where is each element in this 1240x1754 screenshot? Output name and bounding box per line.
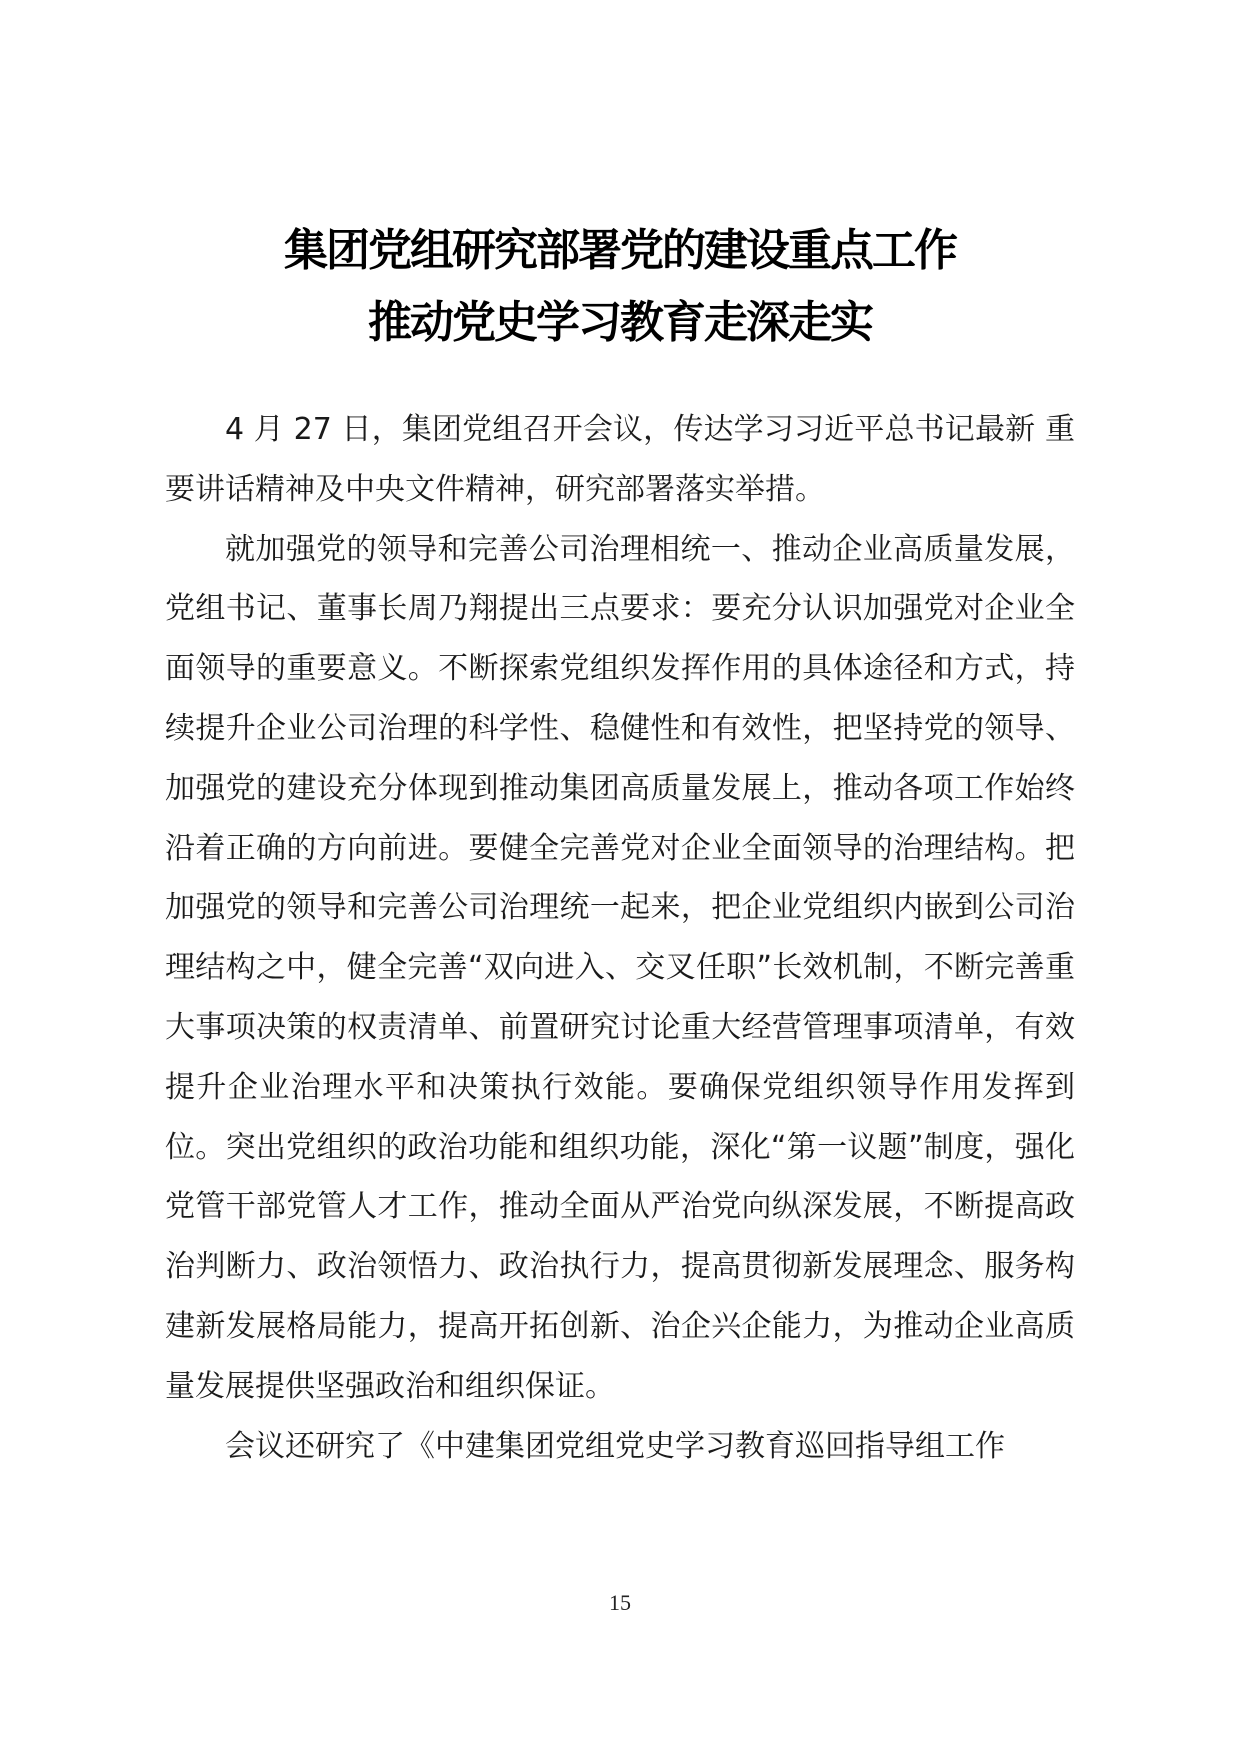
title-line-1: 集团党组研究部署党的建设重点工作 bbox=[284, 225, 956, 276]
paragraph-meeting-also-studied: 会议还研究了《中建集团党组党史学习教育巡回指导组工作 bbox=[225, 1428, 1005, 1464]
document-title bbox=[160, 215, 1080, 359]
document-body bbox=[165, 400, 1075, 1476]
title-line-2: 推动党史学习教育走深走实 bbox=[368, 297, 872, 348]
paragraph-meeting-summary: 4 月 27 日，集团党组召开会议，传达学习习近平总书记最新 重要讲话精神及中央文件精神，研究部署落实举措。 bbox=[165, 412, 1075, 507]
paragraph-three-requirements: 就加强党的领导和完善公司治理相统一、推动企业高质量发展，党组书记、董事长周乃翔提出三点要求：要充分认识加强党对企业全面领导的重要意义。不断探索党组织发挥作用的具体途径和方式，持续提升企业公司治理的科学性、稳健性和有效性，把坚持党的领导、加强党的建设充分体现到推动集团高质量发展上，推动各项工作始终沿着正确的方向前进。要健全完善党对企业全面领导的治理结构。把加强党的领导和完善公司治理统一起来，把企业党组织内嵌到公司治理结构之中，健全完善“双向进入、交叉任职”长效机制，不断完善重大事项决策的权责清单、前置研究讨论重大经营管理事项清单，有效提升企业治理水平和决策执行效能。要确保党组织领导作用发挥到位。突出党组织的政治功能和组织功能，深化“第一议题”制度，强化党管干部党管人才工作，推动全面从严治党向纵深发展，不断提高政治判断力、政治领悟力、政治执行力，提高贯彻新发展理念、服务构建新发展格局能力，提高开拓创新、治企兴企能力，为推动企业高质量发展提供坚强政治和组织保证。 bbox=[165, 531, 1075, 1404]
page-number: 15 bbox=[609, 1590, 631, 1615]
